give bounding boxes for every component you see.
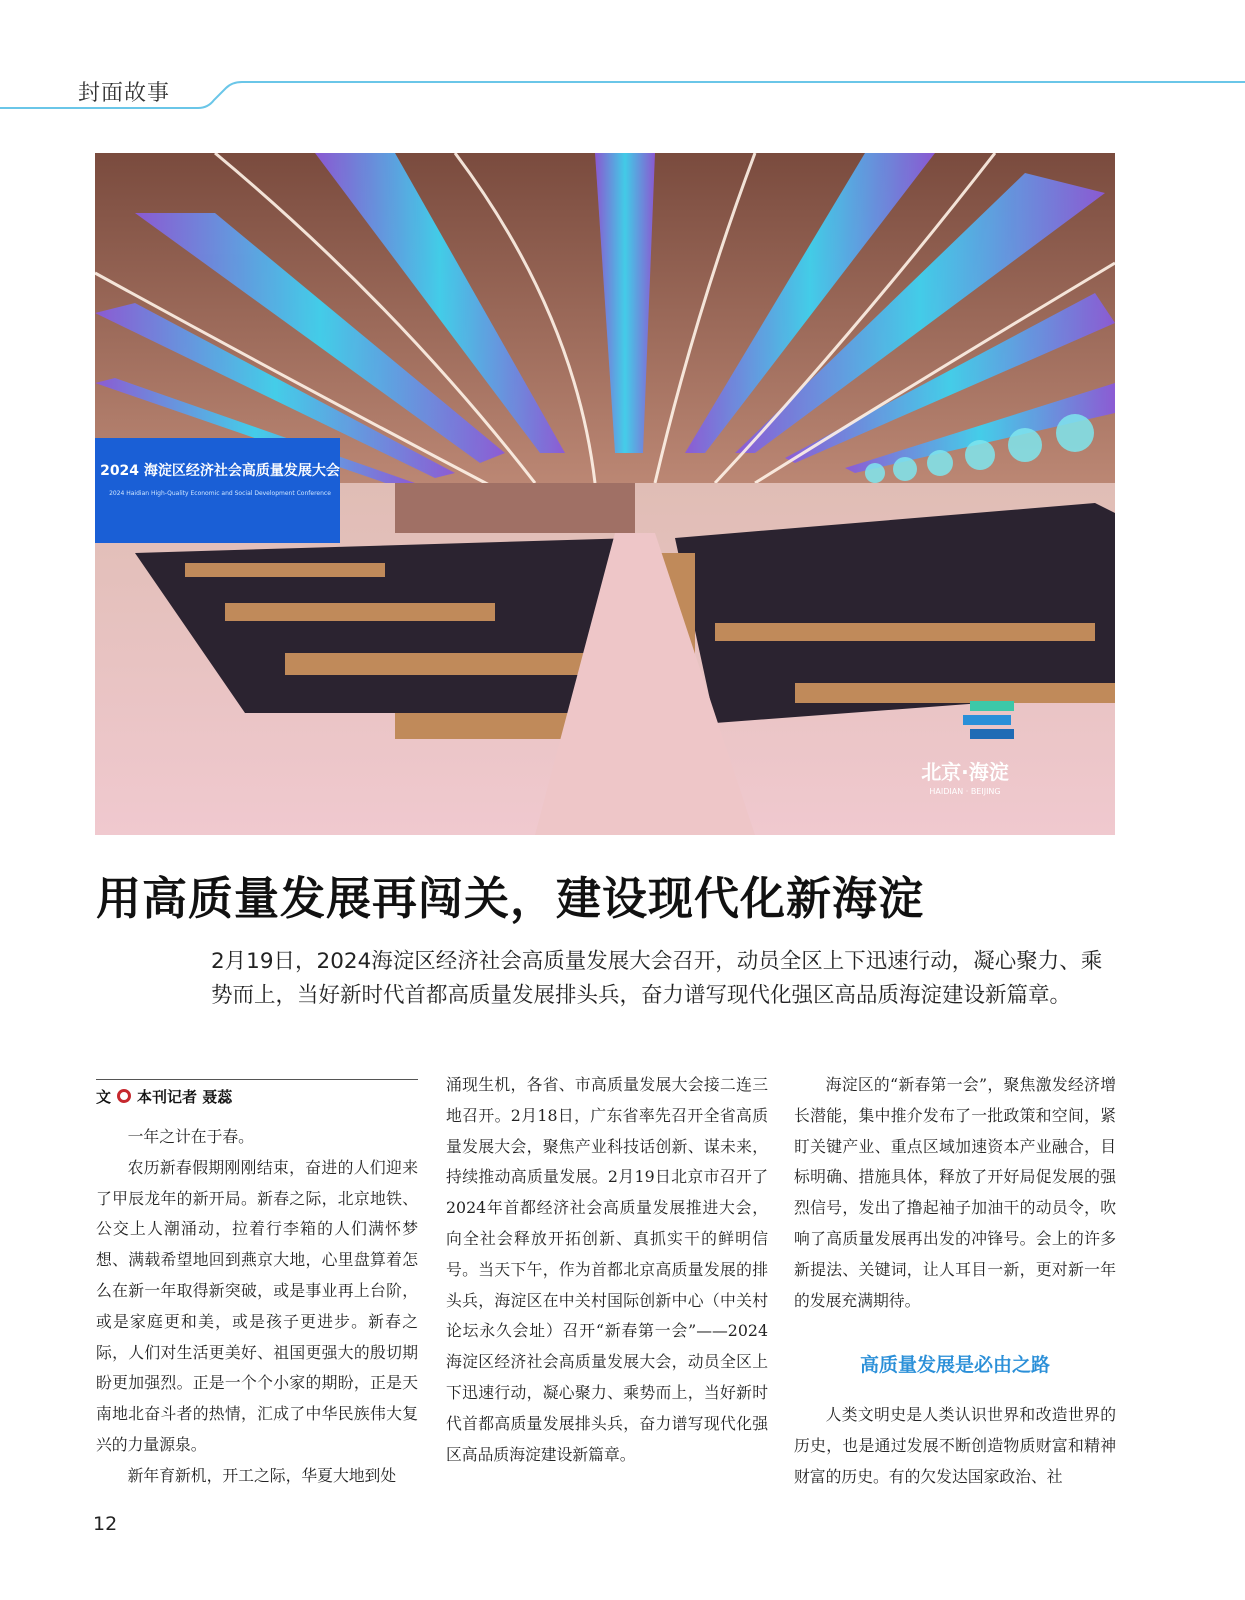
article-column-3 <box>794 1070 1116 1316</box>
header-rule <box>0 0 1245 115</box>
paragraph: 一年之计在于春。 <box>127 1127 254 1146</box>
article-lede: 2月19日，2024海淀区经济社会高质量发展大会召开，动员全区上下迅速行动，凝心聚力、乘势而上，当好新时代首都高质量发展排头兵，奋力谱写现代化强区高品质海淀建设新篇章。 <box>211 949 1103 1008</box>
article-column-1 <box>96 1122 418 1492</box>
paragraph: 人类文明史是人类认识世界和改造世界的历史，也是通过发展不断创造物质财富和精神财富的历史。有的欠发达国家政治、社 <box>794 1405 1116 1486</box>
section-title: 封面故事 <box>78 81 171 106</box>
byline <box>96 1079 418 1107</box>
logo-cn: 北京·海淀 <box>921 760 1009 784</box>
logo-en: HAIDIAN · BEIJING <box>929 787 1001 796</box>
article-column-2 <box>446 1070 768 1470</box>
section-subhead: 高质量发展是必由之路 <box>859 1354 1050 1376</box>
article-headline: 用高质量发展再闯关，建设现代化新海淀 <box>96 872 925 925</box>
byline-prefix: 文 <box>96 1088 112 1106</box>
byline-dot-icon <box>117 1089 131 1103</box>
page-number: 12 <box>93 1513 118 1535</box>
paragraph: 海淀区的“新春第一会”，聚焦激发经济增长潜能，集中推介发布了一批政策和空间，紧盯关键产业、重点区域加速资本产业融合，目标明确、措施具体，释放了开好局促发展的强烈信号，发出了撸起袖子加油干的动员令，吹响了高质量发展再出发的冲锋号。会上的许多新提法、关键词，让人耳目一新，更对新一年的发展充满期待。 <box>794 1075 1116 1310</box>
byline-author: 本刊记者 聂蕊 <box>137 1088 233 1106</box>
paragraph: 农历新春假期刚刚结束，奋进的人们迎来了甲辰龙年的新开局。新春之际，北京地铁、公交上人潮涌动，拉着行李箱的人们满怀梦想、满载希望地回到燕京大地，心里盘算着怎么在新一年取得新突破，或是事业再上台阶，或是家庭更和美，或是孩子更进步。新春之际，人们对生活更美好、祖国更强大的殷切期盼更加强烈。正是一个个小家的期盼，正是天南地北奋斗者的热情，汇成了中华民族伟大复兴的力量源泉。 <box>96 1157 418 1454</box>
screen-subtitle: 2024 Haidian High-Quality Economic and Social Development Conference <box>109 490 331 497</box>
conference-photo <box>95 153 1115 835</box>
paragraph: 涌现生机，各省、市高质量发展大会接二连三地召开。2月18日，广东省率先召开全省高质量发展大会，聚焦产业科技话创新、谋未来，持续推动高质量发展。2月19日北京市召开了2024年首都经济社会高质量发展推进大会，向全社会释放开拓创新、真抓实干的鲜明信号。当天下午，作为首都北京高质量发展的排头兵，海淀区在中关村国际创新中心（中关村论坛永久会址）召开“新春第一会”——2024海淀区经济社会高质量发展大会，动员全区上下迅速行动，凝心聚力、乘势而上，当好新时代首都高质量发展排头兵，奋力谱写现代化强区高品质海淀建设新篇章。 <box>446 1075 768 1464</box>
section-header <box>0 0 1245 115</box>
paragraph: 新年育新机，开工之际，华夏大地到处 <box>127 1465 397 1485</box>
article-column-3-continued <box>794 1400 1116 1492</box>
screen-title: 2024 海淀区经济社会高质量发展大会 <box>100 463 340 479</box>
